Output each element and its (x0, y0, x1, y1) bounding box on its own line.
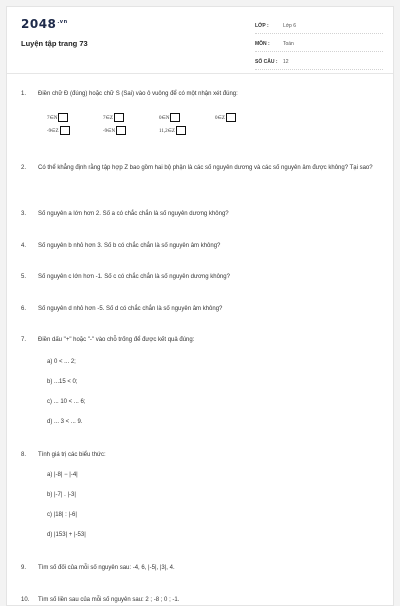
meta-question-count: SỐ CÂU : 12 (255, 55, 383, 70)
answer-box[interactable] (60, 126, 70, 135)
q1-item: -9∈N (103, 126, 159, 135)
worksheet-header (7, 7, 393, 74)
q8-item-d: d) |153| + |-53| (47, 532, 86, 538)
q1-row-1 (47, 113, 271, 122)
meta-subject: MÔN : Toán (255, 37, 383, 52)
answer-box[interactable] (116, 126, 126, 135)
answer-box[interactable] (58, 113, 68, 122)
q1-item: 0∈N (159, 113, 215, 122)
answer-box[interactable] (176, 126, 186, 135)
q7-item-b: b) ...15 < 0; (47, 379, 78, 385)
meta-info (255, 19, 383, 73)
q8-item-a: a) |-8| − |-4| (47, 472, 78, 478)
q7-item-c: c) ... 10 < ... 6; (47, 399, 86, 405)
q8-item-c: c) |18| : |-6| (47, 512, 77, 518)
q1-item: 7∈Z (103, 113, 159, 122)
answer-box[interactable] (226, 113, 236, 122)
q1-item: -9∈Z (47, 126, 103, 135)
q1-item: 7∈N (47, 113, 103, 122)
q7-item-a: a) 0 < ... 2; (47, 359, 76, 365)
answer-box[interactable] (170, 113, 180, 122)
worksheet-page: $2048^{.vn}$ Luyện tập trang 73 LỚP : Lớp 6 MÔN : Toán SỐ CÂU : 12 1. Điền chữ Đ (đúng) hoặc chữ S (Sai) vào ô vuông để có một nhận xét đúng: 7∈N 7∈Z 0∈N 0∈Z -9∈Z -9∈N 11,2∈Z 2. Có thể khẳng định rằng tập hợp Z bao gồm hai bộ phận là các số nguyên dương và các số nguyên âm được không? Tại sao? 3. Số nguyên a lớn hơn 2. Số a có chắc chắn là số nguyên dương không? 4. Số nguyên b nhỏ hơn 3. Số b có chắc chắn là số nguyên âm không? 5. Số nguyên c lớn hơn -1. Số c có chắc chắn là số nguyên dương không? 6. Số nguyên d nhỏ hơn -5. Số d có chắc chắn là số nguyên âm không? 7. Điền dấu "+" hoặc "-" vào chỗ trống để được kết quả đúng: a) 0 < ... 2; b) ...15 < 0; c) ... 10 < ... 6; d) ... 3 < ... 9. 8. Tính giá trị các biểu thức: a) |-8| − |-4| b) |-7| . |-3| c) |18| : |-6| d) |153| + |-53| 9. Tìm số đối của mỗi số nguyên sau: -4, 6, |-5|, |3|, 4. 10. Tìm số liền sau của mỗi số nguyên sau: 2 ; -8 ; 0 ; -1. (6, 6, 394, 606)
q7-item-d: d) ... 3 < ... 9. (47, 419, 83, 425)
answer-box[interactable] (114, 113, 124, 122)
q1-item: 0∈Z (215, 113, 271, 122)
q1-item: 11,2∈Z (159, 126, 215, 135)
q1-row-2 (47, 126, 215, 135)
logo-suffix: .vn (57, 19, 68, 25)
page-title: Luyện tập trang 73 (21, 39, 88, 48)
meta-class: LỚP : Lớp 6 (255, 19, 383, 34)
logo[interactable]: $2048^{.vn}$ (21, 17, 68, 31)
q8-item-b: b) |-7| . |-3| (47, 492, 76, 498)
